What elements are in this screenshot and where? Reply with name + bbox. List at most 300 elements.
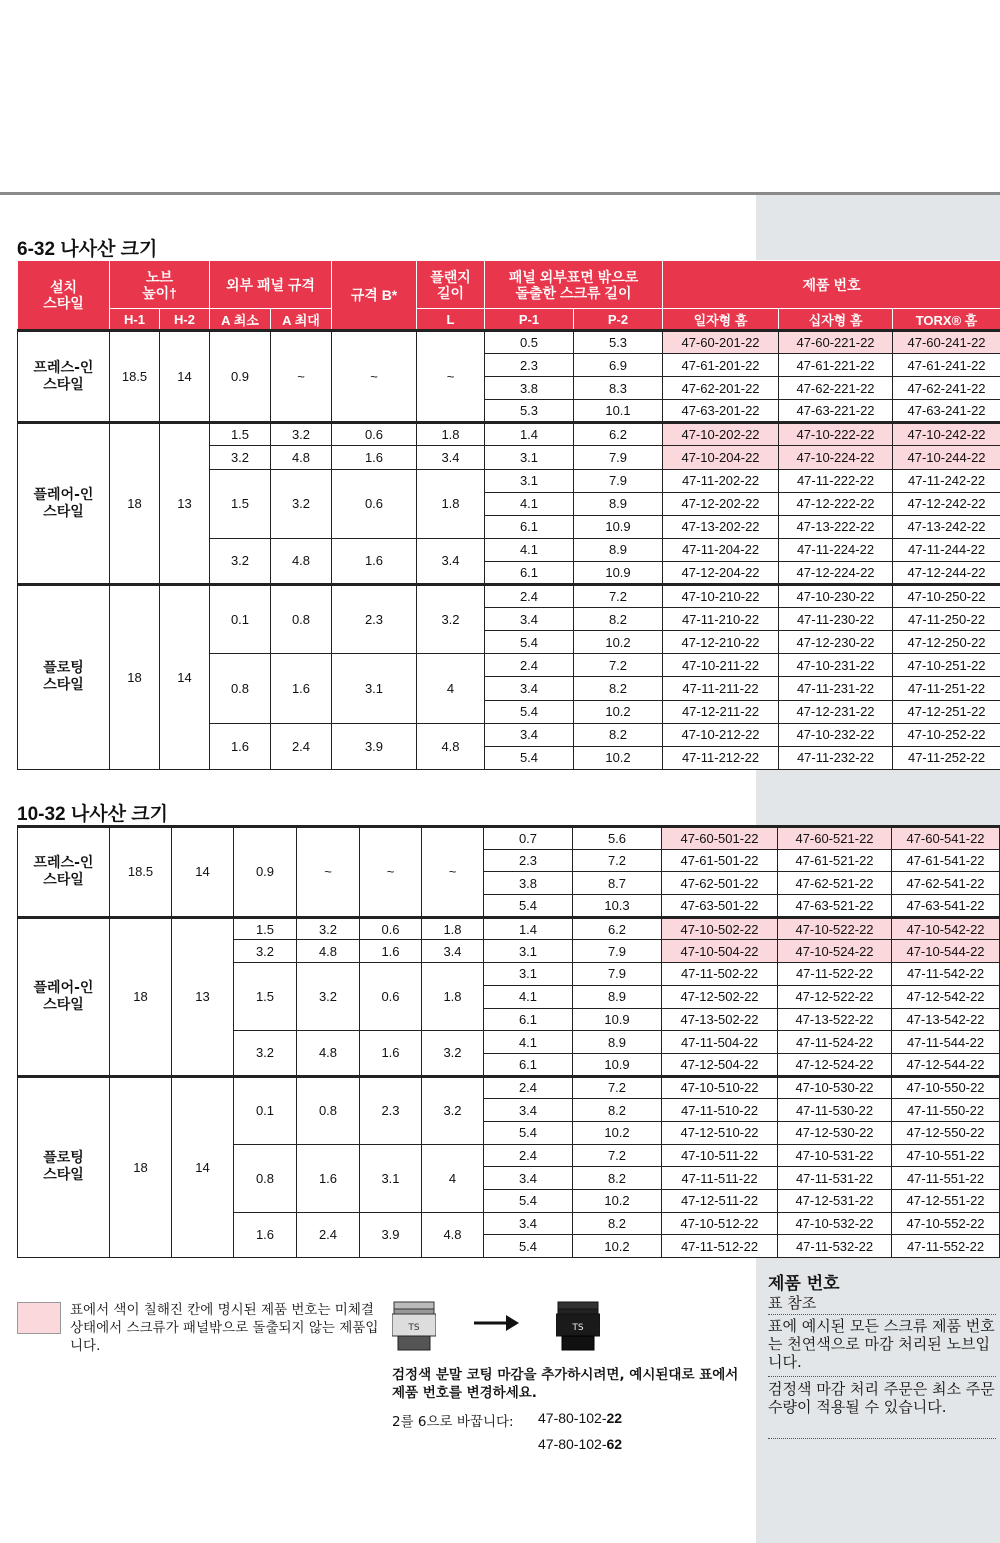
example-part-number-after: 47-80-102-62 (538, 1436, 623, 1452)
part-number-torx: 47-10-542-22 (892, 917, 1000, 940)
gauge-b: 1.6 (332, 446, 417, 469)
p2-value: 10.2 (574, 746, 663, 769)
sub-phillips: 십자형 홈 (779, 309, 893, 331)
part-number-phillips: 47-12-522-22 (778, 985, 892, 1008)
p2-value: 7.2 (573, 849, 662, 872)
gauge-b: 1.6 (360, 1031, 422, 1076)
part-number-torx: 47-63-241-22 (893, 400, 1000, 423)
gauge-b: 0.6 (360, 963, 422, 1031)
p2-value: 6.9 (574, 354, 663, 377)
p2-value: 7.2 (573, 1144, 662, 1167)
a-max: 3.2 (297, 963, 360, 1031)
table-row (18, 827, 1000, 850)
p2-value: 7.9 (573, 963, 662, 986)
p1-value: 2.4 (484, 1144, 573, 1167)
flange-l: 4 (417, 654, 485, 723)
sub-h2: H-2 (160, 309, 210, 331)
p1-value: 2.3 (484, 849, 573, 872)
part-number-slotted: 47-11-202-22 (663, 469, 779, 492)
part-number-phillips: 47-12-230-22 (779, 631, 893, 654)
part-number-slotted: 47-11-504-22 (662, 1031, 778, 1054)
gauge-b: 3.9 (332, 723, 417, 769)
table-row (18, 331, 1000, 354)
a-max: 4.8 (271, 446, 332, 469)
gauge-b: 3.1 (332, 654, 417, 723)
part-number-torx: 47-13-542-22 (892, 1008, 1000, 1031)
p1-value: 4.1 (485, 538, 574, 561)
part-number-slotted: 47-60-201-22 (663, 331, 779, 354)
p2-value: 5.6 (573, 827, 662, 850)
part-number-torx: 47-11-244-22 (893, 538, 1000, 561)
dotted-divider (768, 1438, 996, 1439)
part-number-torx: 47-10-550-22 (892, 1076, 1000, 1099)
a-max: 2.4 (271, 723, 332, 769)
part-number-slotted: 47-10-204-22 (663, 446, 779, 469)
side-heading: 제품 번호 (768, 1274, 840, 1294)
part-number-torx: 47-63-541-22 (892, 895, 1000, 918)
part-number-phillips: 47-10-231-22 (779, 654, 893, 677)
spec-table-6-32 (17, 260, 1000, 770)
hex-right-label: TS (572, 1323, 584, 1333)
part-number-phillips: 47-11-232-22 (779, 746, 893, 769)
part-number-phillips: 47-10-224-22 (779, 446, 893, 469)
p2-value: 8.2 (573, 1212, 662, 1235)
install-style-label: 프레스-인 스타일 (18, 331, 110, 423)
knob-h2: 14 (160, 331, 210, 423)
side-note-finish: 표에 예시된 모든 스크류 제품 번호는 천연색으로 마감 처리된 노브입니다. (768, 1317, 995, 1371)
a-max: 1.6 (271, 654, 332, 723)
p1-value: 3.4 (485, 608, 574, 631)
part-number-phillips: 47-10-531-22 (778, 1144, 892, 1167)
p2-value: 8.9 (573, 985, 662, 1008)
part-number-slotted: 47-11-211-22 (663, 677, 779, 700)
p1-value: 5.4 (485, 700, 574, 723)
part-number-slotted: 47-62-501-22 (662, 872, 778, 895)
part-number-torx: 47-13-242-22 (893, 515, 1000, 538)
sub-a-min: A 최소 (210, 309, 271, 331)
p2-value: 8.9 (574, 492, 663, 515)
part-number-phillips: 47-12-222-22 (779, 492, 893, 515)
dotted-divider (768, 1376, 996, 1377)
p2-value: 10.3 (573, 895, 662, 918)
p1-value: 5.4 (484, 1121, 573, 1144)
sub-p1: P-1 (485, 309, 574, 331)
flange-l: 4 (422, 1144, 484, 1212)
flange-l: ~ (422, 827, 484, 918)
part-number-slotted: 47-11-502-22 (662, 963, 778, 986)
part-number-slotted: 47-61-501-22 (662, 849, 778, 872)
part-number-torx: 47-12-544-22 (892, 1053, 1000, 1076)
part-number-phillips: 47-61-221-22 (779, 354, 893, 377)
part-number-phillips: 47-10-222-22 (779, 423, 893, 446)
knob-h2: 14 (172, 1076, 234, 1258)
p2-value: 8.2 (574, 608, 663, 631)
flange-l: 1.8 (422, 917, 484, 940)
replace-instruction: 2를 6으로 바꿉니다: (392, 1414, 514, 1430)
part-number-slotted: 47-11-212-22 (663, 746, 779, 769)
a-min: 3.2 (210, 446, 271, 469)
flange-l: 3.2 (422, 1076, 484, 1144)
header-flange-length: 플랜지 길이 (417, 261, 485, 309)
part-number-phillips: 47-10-232-22 (779, 723, 893, 746)
part-number-torx: 47-61-241-22 (893, 354, 1000, 377)
gauge-b: 1.6 (332, 538, 417, 584)
sub-h1: H-1 (110, 309, 160, 331)
part-number-slotted: 47-10-210-22 (663, 585, 779, 608)
a-max: ~ (271, 331, 332, 423)
coating-instructions: 검정색 분말 코팅 마감을 추가하시려면, 예시된대로 표에서 제품 번호를 변경하세요. (392, 1367, 739, 1401)
install-style-label: 플로팅 스타일 (18, 1076, 110, 1258)
a-min: 3.2 (210, 538, 271, 584)
part-number-torx: 47-12-250-22 (893, 631, 1000, 654)
p2-value: 8.7 (573, 872, 662, 895)
p1-value: 3.4 (484, 1167, 573, 1190)
p1-value: 2.4 (485, 585, 574, 608)
p2-value: 8.2 (573, 1167, 662, 1190)
a-max: 3.2 (297, 917, 360, 940)
flange-l: 1.8 (422, 963, 484, 1031)
knob-h2: 14 (160, 585, 210, 770)
install-style-label: 플레어-인 스타일 (18, 917, 110, 1076)
part-number-slotted: 47-10-212-22 (663, 723, 779, 746)
a-min: 1.6 (234, 1212, 297, 1257)
knob-h2: 13 (172, 917, 234, 1076)
part-number-phillips: 47-12-524-22 (778, 1053, 892, 1076)
part-number-torx: 47-11-250-22 (893, 608, 1000, 631)
sub-a-max: A 최대 (271, 309, 332, 331)
part-number-phillips: 47-11-230-22 (779, 608, 893, 631)
gauge-b: 0.6 (360, 917, 422, 940)
part-number-phillips: 47-11-524-22 (778, 1031, 892, 1054)
p2-value: 8.3 (574, 377, 663, 400)
flange-l: 3.4 (417, 538, 485, 584)
a-max: 2.4 (297, 1212, 360, 1257)
a-min: 1.5 (210, 469, 271, 538)
part-number-torx: 47-11-542-22 (892, 963, 1000, 986)
gauge-b: ~ (360, 827, 422, 918)
part-number-phillips: 47-11-222-22 (779, 469, 893, 492)
part-number-slotted: 47-12-502-22 (662, 985, 778, 1008)
part-number-torx: 47-12-242-22 (893, 492, 1000, 515)
part-number-phillips: 47-12-231-22 (779, 700, 893, 723)
pink-legend-swatch (17, 1302, 61, 1334)
p2-value: 10.1 (574, 400, 663, 423)
part-number-phillips: 47-62-221-22 (779, 377, 893, 400)
p1-value: 2.4 (485, 654, 574, 677)
flange-l: 1.8 (417, 469, 485, 538)
table-row (18, 423, 1000, 446)
knob-h1: 18 (110, 585, 160, 770)
p1-value: 5.3 (485, 400, 574, 423)
p2-value: 6.2 (574, 423, 663, 446)
part-number-slotted: 47-10-211-22 (663, 654, 779, 677)
example-part-number-before: 47-80-102-22 (538, 1410, 623, 1426)
p1-value: 3.1 (484, 963, 573, 986)
part-number-torx: 47-10-252-22 (893, 723, 1000, 746)
part-number-slotted: 47-12-511-22 (662, 1190, 778, 1213)
a-max: ~ (297, 827, 360, 918)
flange-l: 4.8 (417, 723, 485, 769)
p1-value: 6.1 (485, 561, 574, 584)
part-number-torx: 47-10-242-22 (893, 423, 1000, 446)
a-min: 0.8 (210, 654, 271, 723)
sub-p2: P-2 (574, 309, 663, 331)
p1-value: 3.1 (485, 446, 574, 469)
part-number-torx: 47-12-551-22 (892, 1190, 1000, 1213)
flange-l: 4.8 (422, 1212, 484, 1257)
knob-h1: 18 (110, 1076, 172, 1258)
black-knob-icon (556, 1300, 600, 1352)
p2-value: 10.9 (573, 1053, 662, 1076)
dotted-divider (768, 1314, 996, 1315)
part-number-slotted: 47-10-202-22 (663, 423, 779, 446)
p1-value: 0.5 (485, 331, 574, 354)
gauge-b: 2.3 (360, 1076, 422, 1144)
a-min: 1.5 (210, 423, 271, 446)
part-number-phillips: 47-11-522-22 (778, 963, 892, 986)
a-min: 0.1 (234, 1076, 297, 1144)
p2-value: 7.2 (574, 585, 663, 608)
p1-value: 3.4 (485, 723, 574, 746)
p2-value: 8.2 (573, 1099, 662, 1122)
p2-value: 10.2 (573, 1235, 662, 1258)
knob-h2: 14 (172, 827, 234, 918)
part-number-torx: 47-10-244-22 (893, 446, 1000, 469)
gauge-b: 1.6 (360, 940, 422, 963)
gauge-b: 3.9 (360, 1212, 422, 1257)
header-protrusion: 패널 외부표면 밖으로 돌출한 스크류 길이 (485, 261, 663, 309)
p2-value: 7.9 (574, 469, 663, 492)
p2-value: 10.9 (573, 1008, 662, 1031)
header-outer-panel: 외부 패널 규격 (210, 261, 332, 309)
part-number-slotted: 47-11-512-22 (662, 1235, 778, 1258)
part-number-phillips: 47-13-522-22 (778, 1008, 892, 1031)
header-gauge-b: 규격 B* (332, 261, 417, 331)
part-number-torx: 47-10-552-22 (892, 1212, 1000, 1235)
a-max: 1.6 (297, 1144, 360, 1212)
p2-value: 10.2 (573, 1190, 662, 1213)
p2-value: 10.2 (574, 631, 663, 654)
part-number-torx: 47-11-551-22 (892, 1167, 1000, 1190)
part-number-torx: 47-60-541-22 (892, 827, 1000, 850)
part-number-torx: 47-11-550-22 (892, 1099, 1000, 1122)
part-number-phillips: 47-10-522-22 (778, 917, 892, 940)
p1-value: 3.8 (484, 872, 573, 895)
part-number-phillips: 47-60-521-22 (778, 827, 892, 850)
section-title-6-32: 6-32 나사산 크기 (17, 239, 158, 260)
part-number-torx: 47-10-551-22 (892, 1144, 1000, 1167)
header-knob-height: 노브 높이† (110, 261, 210, 309)
p2-value: 7.2 (573, 1076, 662, 1099)
part-number-slotted: 47-11-510-22 (662, 1099, 778, 1122)
install-style-label: 플레어-인 스타일 (18, 423, 110, 585)
p2-value: 8.2 (574, 677, 663, 700)
part-number-slotted: 47-10-502-22 (662, 917, 778, 940)
knob-h1: 18 (110, 917, 172, 1076)
part-number-phillips: 47-13-222-22 (779, 515, 893, 538)
p1-value: 6.1 (485, 515, 574, 538)
a-max: 3.2 (271, 423, 332, 446)
part-number-phillips: 47-12-531-22 (778, 1190, 892, 1213)
part-number-phillips: 47-61-521-22 (778, 849, 892, 872)
part-number-torx: 47-11-544-22 (892, 1031, 1000, 1054)
part-number-phillips: 47-11-530-22 (778, 1099, 892, 1122)
a-max: 4.8 (271, 538, 332, 584)
part-number-phillips: 47-11-531-22 (778, 1167, 892, 1190)
p2-value: 10.9 (574, 561, 663, 584)
flange-l: 1.8 (417, 423, 485, 446)
install-style-label: 플로팅 스타일 (18, 585, 110, 770)
sub-l: L (417, 309, 485, 331)
part-number-slotted: 47-11-511-22 (662, 1167, 778, 1190)
part-number-torx: 47-12-251-22 (893, 700, 1000, 723)
knob-h1: 18.5 (110, 827, 172, 918)
part-number-torx: 47-60-241-22 (893, 331, 1000, 354)
table-row (18, 585, 1000, 608)
p2-value: 10.9 (574, 515, 663, 538)
part-number-slotted: 47-12-510-22 (662, 1121, 778, 1144)
a-min: 1.5 (234, 963, 297, 1031)
p1-value: 3.1 (485, 469, 574, 492)
part-number-phillips: 47-10-230-22 (779, 585, 893, 608)
part-number-phillips: 47-11-532-22 (778, 1235, 892, 1258)
part-number-phillips: 47-60-221-22 (779, 331, 893, 354)
part-number-slotted: 47-12-204-22 (663, 561, 779, 584)
p1-value: 5.4 (484, 1190, 573, 1213)
p1-value: 5.4 (485, 746, 574, 769)
p1-value: 0.7 (484, 827, 573, 850)
p1-value: 4.1 (484, 1031, 573, 1054)
part-number-torx: 47-12-550-22 (892, 1121, 1000, 1144)
a-min: 1.6 (210, 723, 271, 769)
a-max: 3.2 (271, 469, 332, 538)
part-number-torx: 47-62-541-22 (892, 872, 1000, 895)
flange-l: 3.4 (422, 940, 484, 963)
a-min: 0.9 (234, 827, 297, 918)
p1-value: 4.1 (484, 985, 573, 1008)
a-max: 4.8 (297, 1031, 360, 1076)
p2-value: 7.9 (574, 446, 663, 469)
section-title-10-32: 10-32 나사산 크기 (17, 804, 168, 825)
part-number-torx: 47-11-252-22 (893, 746, 1000, 769)
a-min: 0.9 (210, 331, 271, 423)
part-number-torx: 47-10-251-22 (893, 654, 1000, 677)
p2-value: 8.2 (574, 723, 663, 746)
part-number-phillips: 47-63-221-22 (779, 400, 893, 423)
knob-h1: 18 (110, 423, 160, 585)
install-style-label: 프레스-인 스타일 (18, 827, 110, 918)
part-number-slotted: 47-12-504-22 (662, 1053, 778, 1076)
knob-h1: 18.5 (110, 331, 160, 423)
part-number-phillips: 47-62-521-22 (778, 872, 892, 895)
a-min: 0.1 (210, 585, 271, 654)
a-min: 3.2 (234, 940, 297, 963)
part-number-torx: 47-11-242-22 (893, 469, 1000, 492)
p1-value: 1.4 (484, 917, 573, 940)
part-number-torx: 47-61-541-22 (892, 849, 1000, 872)
p2-value: 7.2 (574, 654, 663, 677)
part-number-torx: 47-11-552-22 (892, 1235, 1000, 1258)
p1-value: 3.4 (485, 677, 574, 700)
p1-value: 2.4 (484, 1076, 573, 1099)
natural-knob-icon (392, 1300, 436, 1352)
part-number-phillips: 47-10-524-22 (778, 940, 892, 963)
a-max: 0.8 (271, 585, 332, 654)
part-number-slotted: 47-12-211-22 (663, 700, 779, 723)
flange-l: 3.2 (422, 1031, 484, 1076)
part-number-phillips: 47-11-231-22 (779, 677, 893, 700)
part-number-torx: 47-10-544-22 (892, 940, 1000, 963)
p1-value: 1.4 (485, 423, 574, 446)
gauge-b: 0.6 (332, 423, 417, 446)
part-number-slotted: 47-60-501-22 (662, 827, 778, 850)
part-number-phillips: 47-10-532-22 (778, 1212, 892, 1235)
part-number-slotted: 47-13-202-22 (663, 515, 779, 538)
knob-h2: 13 (160, 423, 210, 585)
part-number-slotted: 47-11-204-22 (663, 538, 779, 561)
gauge-b: ~ (332, 331, 417, 423)
a-min: 1.5 (234, 917, 297, 940)
table-row (18, 1076, 1000, 1099)
sub-slotted: 일자형 홈 (663, 309, 779, 331)
gauge-b: 2.3 (332, 585, 417, 654)
spec-table-10-32 (17, 825, 1000, 1258)
p1-value: 5.4 (484, 1235, 573, 1258)
p1-value: 2.3 (485, 354, 574, 377)
part-number-slotted: 47-12-202-22 (663, 492, 779, 515)
part-number-slotted: 47-13-502-22 (662, 1008, 778, 1031)
p1-value: 3.4 (484, 1099, 573, 1122)
part-number-torx: 47-62-241-22 (893, 377, 1000, 400)
part-number-phillips: 47-11-224-22 (779, 538, 893, 561)
sub-torx: TORX® 홈 (893, 309, 1000, 331)
p1-value: 3.1 (484, 940, 573, 963)
part-number-slotted: 47-61-201-22 (663, 354, 779, 377)
part-number-slotted: 47-10-510-22 (662, 1076, 778, 1099)
p1-value: 6.1 (484, 1008, 573, 1031)
part-number-torx: 47-12-542-22 (892, 985, 1000, 1008)
part-number-slotted: 47-63-501-22 (662, 895, 778, 918)
p2-value: 7.9 (573, 940, 662, 963)
part-number-phillips: 47-10-530-22 (778, 1076, 892, 1099)
p1-value: 6.1 (484, 1053, 573, 1076)
part-number-slotted: 47-12-210-22 (663, 631, 779, 654)
flange-l: 3.2 (417, 585, 485, 654)
part-number-phillips: 47-12-530-22 (778, 1121, 892, 1144)
part-number-torx: 47-10-250-22 (893, 585, 1000, 608)
p1-value: 5.4 (484, 895, 573, 918)
arrow-right-icon (472, 1313, 520, 1333)
p2-value: 10.2 (573, 1121, 662, 1144)
p1-value: 3.4 (484, 1212, 573, 1235)
p2-value: 8.9 (573, 1031, 662, 1054)
header-install-style: 설치 스타일 (18, 261, 110, 331)
header-part-number: 제품 번호 (663, 261, 1000, 309)
gauge-b: 3.1 (360, 1144, 422, 1212)
part-number-phillips: 47-63-521-22 (778, 895, 892, 918)
legend-text: 표에서 색이 칠해진 칸에 명시된 제품 번호는 미체결 상태에서 스크류가 패널밖으로 돌출되지 않는 제품입니다. (70, 1302, 379, 1354)
a-max: 4.8 (297, 940, 360, 963)
p2-value: 5.3 (574, 331, 663, 354)
a-max: 0.8 (297, 1076, 360, 1144)
flange-l: ~ (417, 331, 485, 423)
part-number-slotted: 47-62-201-22 (663, 377, 779, 400)
side-note-minimum: 검정색 마감 처리 주문은 최소 주문 수량이 적용될 수 있습니다. (768, 1380, 995, 1416)
p2-value: 8.9 (574, 538, 663, 561)
part-number-torx: 47-11-251-22 (893, 677, 1000, 700)
table-row (18, 917, 1000, 940)
side-subheading: 표 참조 (768, 1294, 817, 1312)
